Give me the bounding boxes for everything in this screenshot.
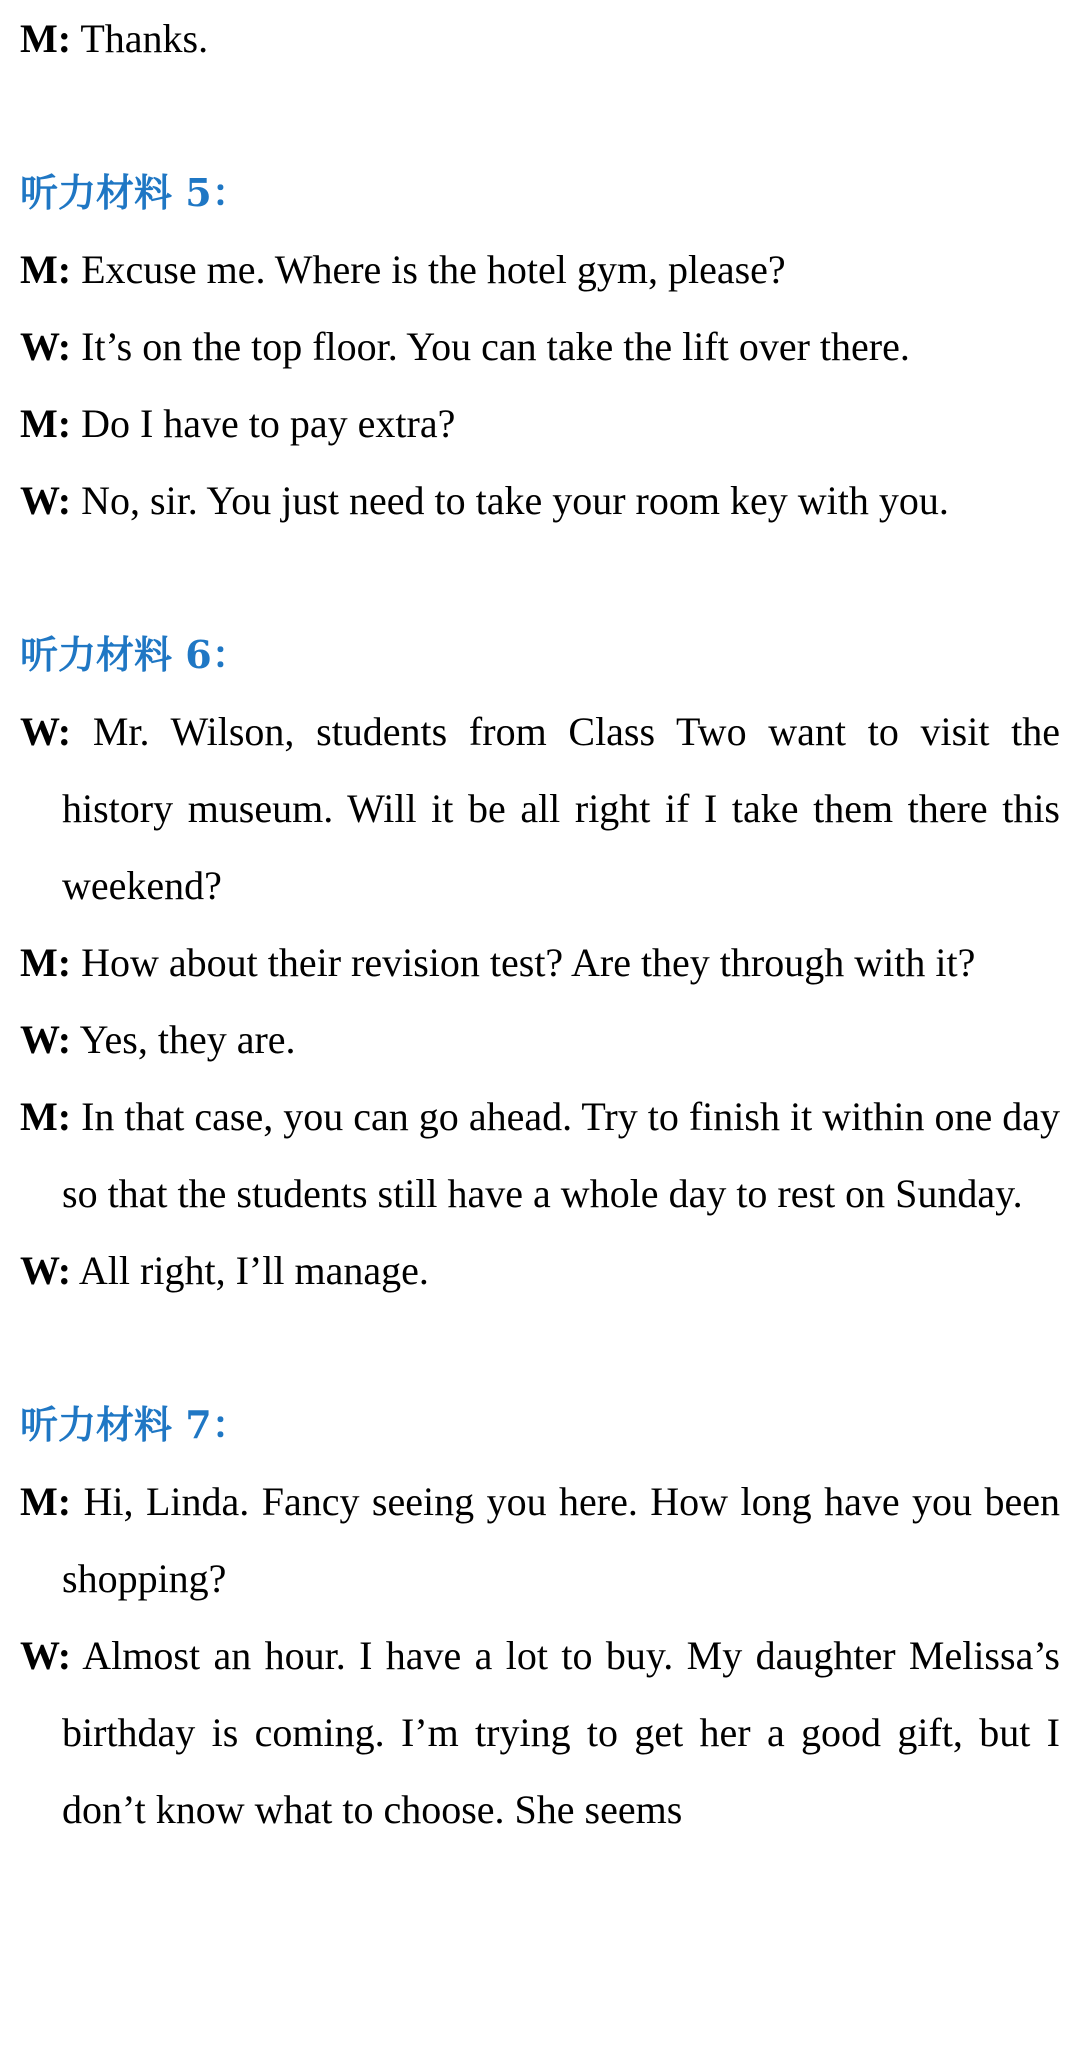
dialogue-turn [20, 1001, 1060, 1078]
dialogue-turn [20, 0, 1060, 77]
dialogue-turn [20, 385, 1060, 462]
dialogue-turn [20, 308, 1060, 385]
dialogue-turn [20, 231, 1060, 308]
dialogue-text: How about their revision test? Are they through with it? [81, 940, 976, 985]
section-gap [20, 77, 1060, 154]
speaker-label: W: [20, 478, 72, 523]
section-title: 听力材料 7： [20, 1402, 250, 1447]
dialogue-turn [20, 693, 1060, 924]
speaker-label: M: [20, 940, 72, 985]
dialogue-turn [20, 462, 1060, 539]
dialogue-text: All right, I’ll manage. [78, 1248, 429, 1293]
dialogue-turn [20, 1078, 1060, 1232]
speaker-label: M: [20, 1479, 72, 1524]
dialogue-text: It’s on the top floor. You can take the lift over there. [81, 324, 910, 369]
dialogue-text: Yes, they are. [79, 1017, 296, 1062]
section-5 [20, 154, 1060, 539]
section-6 [20, 616, 1060, 1309]
speaker-label: M: [20, 1094, 72, 1139]
speaker-label: W: [20, 1248, 72, 1293]
dialogue-text: In that case, you can go ahead. Try to finish it within one day so that the students still have a whole day to rest on Sunday. [62, 1094, 1060, 1216]
speaker-label: W: [20, 1633, 72, 1678]
dialogue-text: Do I have to pay extra? [81, 401, 456, 446]
dialogue-text: No, sir. You just need to take your room key with you. [81, 478, 949, 523]
dialogue-text: Hi, Linda. Fancy seeing you here. How long have you been shopping? [62, 1479, 1060, 1601]
dialogue-turn [20, 1232, 1060, 1309]
transcript-page [20, 0, 1060, 1848]
section-title: 听力材料 5： [20, 170, 250, 215]
section-gap [20, 1309, 1060, 1386]
dialogue-text: Excuse me. Where is the hotel gym, please? [81, 247, 786, 292]
dialogue-turn [20, 1617, 1060, 1848]
dialogue-text: Thanks. [80, 16, 209, 61]
speaker-label: M: [20, 247, 72, 292]
dialogue-text: Mr. Wilson, students from Class Two want to visit the history museum. Will it be all right if I take them there this weekend? [62, 709, 1060, 908]
speaker-label: M: [20, 401, 72, 446]
dialogue-turn [20, 1463, 1060, 1617]
speaker-label: M: [20, 16, 72, 61]
section-gap [20, 539, 1060, 616]
speaker-label: W: [20, 1017, 72, 1062]
dialogue-text: Almost an hour. I have a lot to buy. My daughter Melissa’s birthday is coming. I’m trying to get her a good gift, but I don’t know what to choose. She seems [62, 1633, 1060, 1832]
section-7 [20, 1386, 1060, 1848]
speaker-label: W: [20, 709, 72, 754]
dialogue-turn [20, 924, 1060, 1001]
section-title: 听力材料 6： [20, 632, 250, 677]
speaker-label: W: [20, 324, 72, 369]
